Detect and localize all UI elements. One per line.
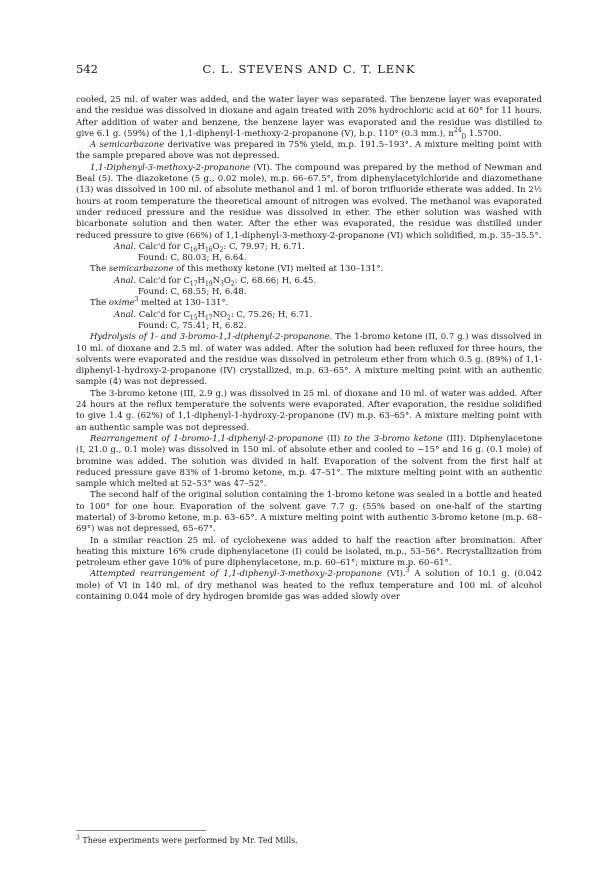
- page-header: [76, 62, 542, 78]
- paragraph: A semicarbazone derivative was prepared in 75% yield, m.p. 191.5–193°. A mixture melting point with the sample prepared above was not depressed.: [76, 140, 542, 162]
- footnote-mark: 3: [76, 834, 80, 842]
- found-line: Found: C, 75.41; H, 6.82.: [138, 320, 247, 331]
- paragraph: Rearrangement of 1-bromo-1,1-diphenyl-2-propanone (II) to the 3-bromo ketone (III). Diphenylacetone (I, 21.0 g., 0.1 mole) was dissolved in 150 ml. of absolute ether and cooled to −15° and 16 g. (0.1 mole) of bromine was added. The solution was divided in half. Evaporation of the solvent from the first half at reduced pressure gave 83% of 1-bromo ketone, m.p. 47–51°. The mixture melting point with an authentic sample which melted at 52–53° was 47–52°.: [76, 433, 542, 490]
- analysis-line: Anal. Calc'd for $C_{17}H_{19}N_3O_2$: C, 68.66; H, 6.45.: [114, 275, 317, 288]
- body-text: [76, 95, 542, 603]
- analysis-line: Anal. Calc'd for $C_{16}H_{16}O_2$: C, 79.97; H, 6.71.: [114, 241, 305, 254]
- found-line: Found: C, 68.55; H, 6.48.: [138, 287, 247, 298]
- paragraph: cooled, 25 ml. of water was added, and the water layer was separated. The benzene layer was evaporated and the residue was dissolved in dioxane and again treated with 20% hydrochloric acid at 60° for 11 hours. After addition of water and benzene, the benzene layer was evaporated and the residue was distilled to give 6.1 g. (59%) of the 1,1-diphenyl-1-methoxy-2-propanone (V), b.p. 110° (0.3 mm.), $n^{24}_D$ 1.5700.: [76, 95, 542, 141]
- footnote: [76, 830, 542, 846]
- paragraph: The second half of the original solution containing the 1-bromo ketone was sealed in a bottle and heated to 100° for one hour. Evaporation of the solvent gave 7.7 g. (55% based on one-half of the starting material) of 3-bromo ketone, m.p. 63–65°. A mixture melting point with authentic 3-bromo ketone (m.p. 68–69°) was not depressed, 65–67°.: [76, 490, 542, 535]
- paragraph: Hydrolysis of 1- and 3-bromo-1,1-diphenyl-2-propanone. The 1-bromo ketone (II, 0.7 g.) was dissolved in 10 ml. of dioxane and 2.5 ml. of water was added. After the solution had been refluxed for three hours, the solvents were evaporated and the residue was dissolved in petroleum ether from which 0.5 g. (89%) of 1,1-diphenyl-1-hydroxy-2-propanone (IV) crystallized, m.p. 63–65°. A mixture melting point with an authentic sample (4) was not depressed.: [76, 332, 542, 388]
- footnote-text: These experiments were performed by Mr. Ted Mills.: [79, 836, 298, 845]
- running-head: C. L. STEVENS AND C. T. LENK: [202, 62, 416, 76]
- analysis-line: Anal. Calc'd for $C_{15}H_{17}NO_2$: C, 75.26; H, 6.71.: [114, 309, 313, 322]
- paragraph: In a similar reaction 25 ml. of cyclohexene was added to half the reaction after bromination. After heating this mixture 16% crude diphenylacetone (I) could be isolated, m.p., 53–56°. Recrystallization from petroleum ether gave 10% of pure diphenylacetone, m.p. 60–61°; mixture m.p. 60–61°.: [76, 535, 542, 569]
- page-number: 542: [76, 62, 98, 76]
- footnote-divider: [76, 830, 206, 831]
- paragraph: The oxime$^3$ melted at 130–131°.: [90, 296, 229, 309]
- found-line: Found: C, 80.03; H, 6.64.: [138, 253, 247, 264]
- paragraph: The semicarbazone of this methoxy ketone (VI) melted at 130–131°.: [90, 264, 384, 275]
- paragraph: 1,1-Diphenyl-3-methoxy-2-propanone (VI). The compound was prepared by the method of Newman and Beal (5). The diazoketone (5 g., 0.02 mole), m.p. 66–67.5°, from diphenylacetylchloride and diazomethane (13) was dissolved in 100 ml. of absolute methanol and 1 ml. of boron trifluoride etherate was added. In 2½ hours at room temperature the theoretical amount of nitrogen was evolved. The methanol was evaporated under reduced pressure and the residue was dissolved in ether. The ether solution was washed with bicarbonate solution and then water. After the ether was evaporated, the residue was distilled under reduced pressure to give (66%) of 1,1-diphenyl-3-methoxy-2-propanone (VI) which solidified, m.p. 35–35.5°.: [76, 162, 542, 241]
- paragraph: Attempted rearrangement of 1,1-diphenyl-3-methoxy-2-propanone (VI).$^3$ A solution of 10.1 g. (0.042 mole) of VI in 140 ml. of dry methanol was heated to the reflux temperature and 100 ml. of alcohol containing 0.044 mole of dry hydrogen bromide gas was added slowly over: [76, 567, 542, 603]
- paragraph: The 3-bromo ketone (III, 2.9 g.) was dissolved in 25 ml. of dioxane and 10 ml. of water was added. After 24 hours at the reflux temperature the solvents were evaporated. After evaporation, the residue solidified to give 1.4 g. (62%) of 1,1-diphenyl-1-hydroxy-2-propanone (IV) m.p. 63–65°. A mixture melting point with an authentic sample was not depressed.: [76, 388, 542, 433]
